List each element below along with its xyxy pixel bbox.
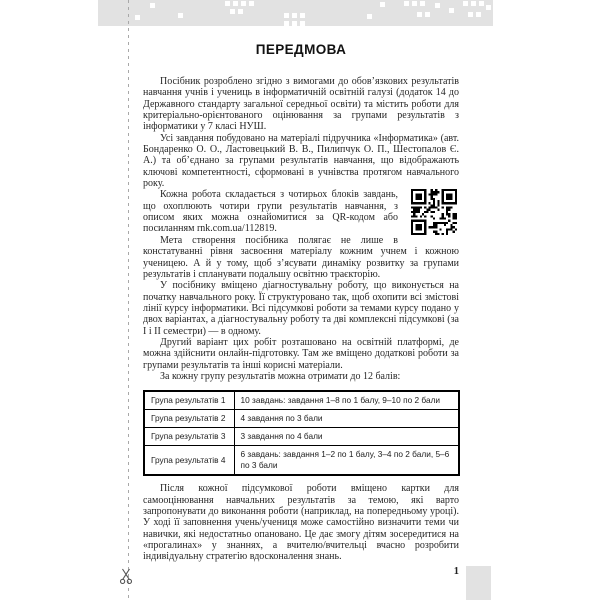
table-cell-group: Група результатів 4 <box>144 446 234 476</box>
dashed-cut-line <box>128 0 129 600</box>
table-cell-scoring: 6 завдань: завдання 1–2 по 1 балу, 3–4 по 2 бали, 5–6 по 3 бали <box>234 446 459 476</box>
paragraph-self-assessment: Після кожної підсумкової роботи вміщено картки для самооцінювання навчальних результатів за темою, які варто запропонувати до виконання роботи (наприклад, на попередньому уроці). У ході її заповнення учень/учениця може самостійно визначити теми чи навички, які недостатньо опановано. Це дає змогу дітям зосередитися на «прогалинах» у знаннях, а вчителю/вчительці вчасно розробити індивідуальну стратегію вдосконалення знань. <box>143 483 459 563</box>
banner-dot <box>284 21 289 26</box>
banner-dot <box>435 3 440 8</box>
table-cell-scoring: 3 завдання по 4 бали <box>234 428 459 446</box>
banner-dot <box>486 5 491 10</box>
paragraph-tasks-source: Усі завдання побудовано на матеріалі підручника «Інформатика» (авт. Бондаренко О. О., Ластовецький В. В., Пилипчук О. П., Шестопалов Є. А.) та об’єднано за групами результатів навчання, що відображають ключові компетентності, сформовані в учнівства протягом навчального року. <box>143 132 459 190</box>
banner-dot <box>292 21 297 26</box>
banner-dot <box>420 1 425 6</box>
score-table <box>143 390 460 476</box>
banner-dot <box>241 1 246 6</box>
paragraph-scores-lead: За кожну групу результатів можна отримати до 12 балів: <box>160 370 401 382</box>
banner-dot <box>150 3 155 8</box>
banner-dot <box>471 1 476 6</box>
banner-dot <box>300 21 305 26</box>
paragraph-structure: Кожна робота складається з чотирьох блоків завдань, що охоплюють чотири групи результатів навчання, з описом яких можна ознайомитися за QR-кодом або посиланням rnk.com.ua/112819. <box>143 189 459 234</box>
banner-dot <box>135 15 140 20</box>
bottom-corner-decoration <box>466 566 491 600</box>
table-cell-scoring: 10 завдань: завдання 1–8 по 1 балу, 9–10 по 2 бали <box>234 391 459 410</box>
qr-code <box>409 190 459 234</box>
table-cell-scoring: 4 завдання по 3 бали <box>234 410 459 428</box>
banner-dot <box>479 1 484 6</box>
banner-dot <box>233 1 238 6</box>
table-row <box>144 391 459 410</box>
paragraph-intro: Посібник розроблено згідно з вимогами до обов’язкових результатів навчання учнів і учениць в інформатичній освітній галузі (додаток 14 до Державного стандарту загальної середньої освіти) та містить роботи для критеріально-орієнтованого оцінювання за групами результатів з інформатики у 7 класі НУШ. <box>143 76 459 133</box>
page-title: ПЕРЕДМОВА <box>255 42 347 57</box>
page-number: 1 <box>453 566 459 577</box>
table-row <box>144 428 459 446</box>
banner-dot <box>417 12 422 17</box>
banner-dot <box>463 1 468 6</box>
banner-dot <box>425 12 430 17</box>
banner-dot <box>404 1 409 6</box>
table-cell-group: Група результатів 1 <box>144 391 234 410</box>
scissors-icon <box>119 568 133 586</box>
table-row <box>144 410 459 428</box>
paragraph-online-platform: Другий варіант цих робіт розташовано на освітній платформі, де можна здійснити онлайн-підготовку. Там же вміщено додаткові роботи за групами результатів та інші корисні матеріали. <box>143 336 459 371</box>
table-cell-group: Група результатів 3 <box>144 428 234 446</box>
banner-dot <box>178 13 183 18</box>
banner-dot <box>225 1 230 6</box>
paragraph-diagnostic: У посібнику вміщено діагностувальну роботу, що виконується на початку навчального року. Її структуровано так, щоб охопити всі змістові лінії курсу інформатики. Всі підсумкові роботи за темами курсу подано у двох варіантах, а діагностувальну роботу та дві комплексні підсумкові (за І і ІІ семестри) — в одному. <box>143 280 459 337</box>
table-row <box>144 446 459 476</box>
banner-dot <box>249 1 254 6</box>
banner-dot <box>284 13 289 18</box>
banner-dot <box>449 8 454 13</box>
banner-dot <box>380 2 385 7</box>
banner-dot <box>292 13 297 18</box>
banner-dot <box>230 9 235 14</box>
banner-dot <box>468 12 473 17</box>
banner-dot <box>412 1 417 6</box>
banner-dot <box>300 13 305 18</box>
paragraph-goal: Мета створення посібника полягає не лише в констатуванні рівня засвоєння матеріалу кожним учнем і кожною ученицею. А й у тому, щоб з’ясувати динаміку розвитку за групами результатів і спланувати подальшу освітню траєкторію. <box>143 234 459 280</box>
banner-dot <box>238 9 243 14</box>
banner-dot <box>476 12 481 17</box>
table-cell-group: Група результатів 2 <box>144 410 234 428</box>
text-column <box>143 42 459 563</box>
banner-dot <box>367 14 372 19</box>
